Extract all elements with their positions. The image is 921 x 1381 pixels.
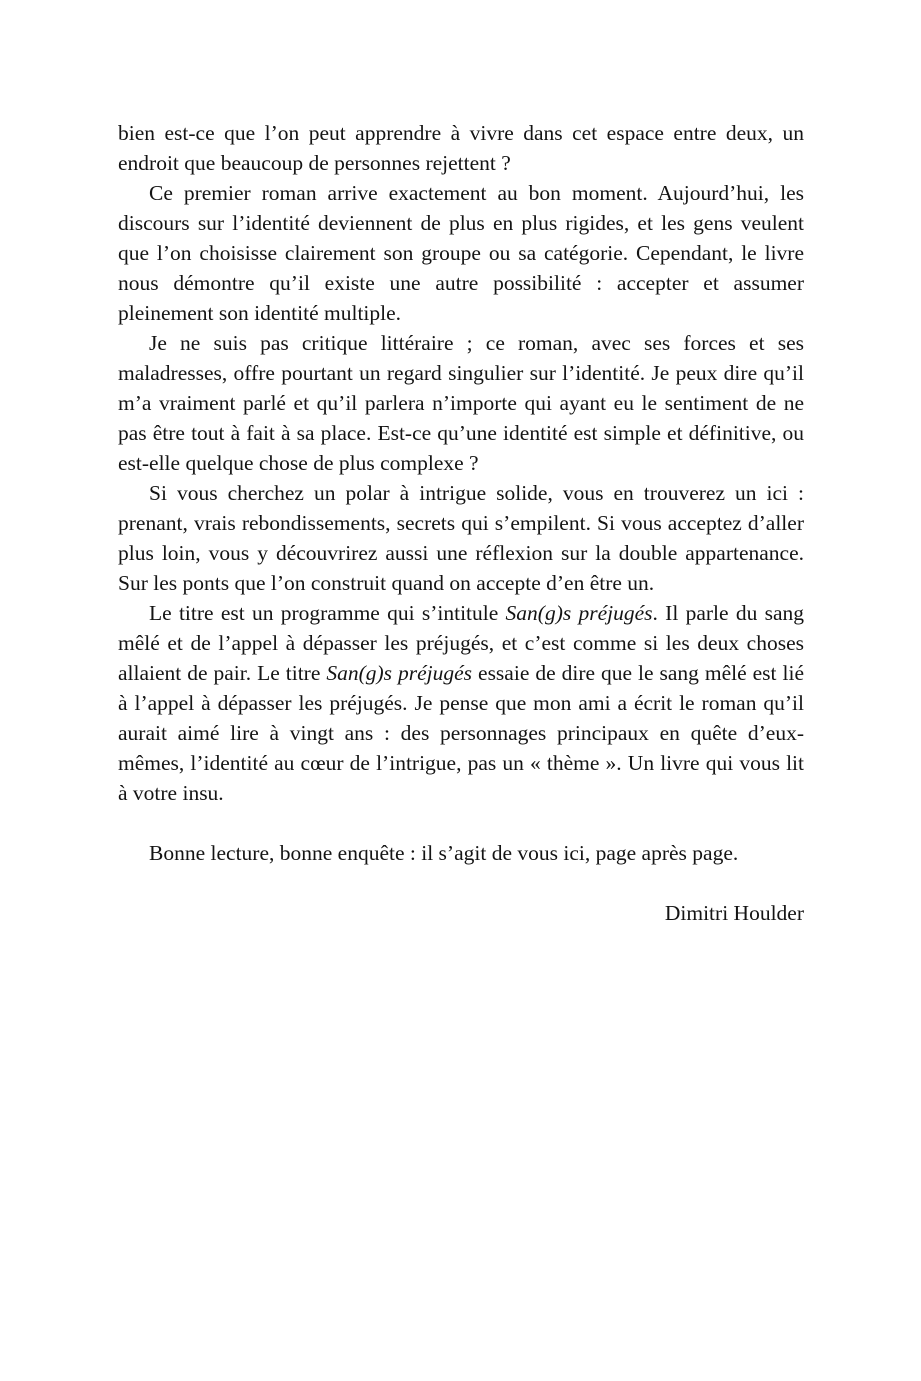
signature: Dimitri Houlder [664, 901, 804, 925]
paragraph-timing: Ce premier roman arrive exactement au bon moment. Aujourd’hui, les discours sur l’identité deviennent de plus en plus rigides, et les gens veulent que l’on choisisse clairement son groupe ou sa catégorie. Cependant, le livre nous démontre qu’il existe une autre possibilité : accepter et assumer pleinement son identité multiple. [118, 181, 804, 325]
book-title-italic-second: San(g)s préjugés [326, 661, 473, 685]
paragraph-critique: Je ne suis pas critique littéraire ; ce roman, avec ses forces et ses maladresses, offre pourtant un regard singulier sur l’identité. Je peux dire qu’il m’a vraiment parlé et qu’il parlera n’importe qui ayant eu le sentiment de ne pas être tout à fait à sa place. Est-ce qu’une identité est simple et définitive, ou est-elle quelque chose de plus complexe ? [118, 331, 804, 475]
paragraph-title-part2: . Il parle du sang mêlé et de l’appel à dépasser les préjugés, et c’est comme si les deux choses allaient de pair. Le titre [118, 601, 804, 685]
paragraph-title [118, 598, 804, 808]
document-page [118, 118, 804, 928]
paragraph-title-part1: Le titre est un programme qui s’intitule [149, 601, 506, 625]
closing-line: Bonne lecture, bonne enquête : il s’agit de vous ici, page après page. [149, 841, 739, 865]
paragraph-polar: Si vous cherchez un polar à intrigue solide, vous en trouverez un ici : prenant, vrais rebondissements, secrets qui s’empilent. Si vous acceptez d’aller plus loin, vous y découvrirez aussi une réflexion sur la double appartenance. Sur les ponts que l’on construit quand on accepte d’en être un. [118, 481, 804, 595]
paragraph-title-part3: essaie de dire que le sang mêlé est lié à l’appel à dépasser les préjugés. Je pense que mon ami a écrit le roman qu’il aurait aimé lire à vingt ans : des personnages principaux en quête d’eux-mêmes, l’identité au cœur de l’intrigue, pas un « thème ». Un livre qui vous lit à votre insu. [118, 661, 804, 805]
paragraph-continuation: bien est-ce que l’on peut apprendre à vivre dans cet espace entre deux, un endroit que beaucoup de personnes rejettent ? [118, 121, 804, 175]
book-title-italic: San(g)s préjugés [505, 601, 653, 625]
